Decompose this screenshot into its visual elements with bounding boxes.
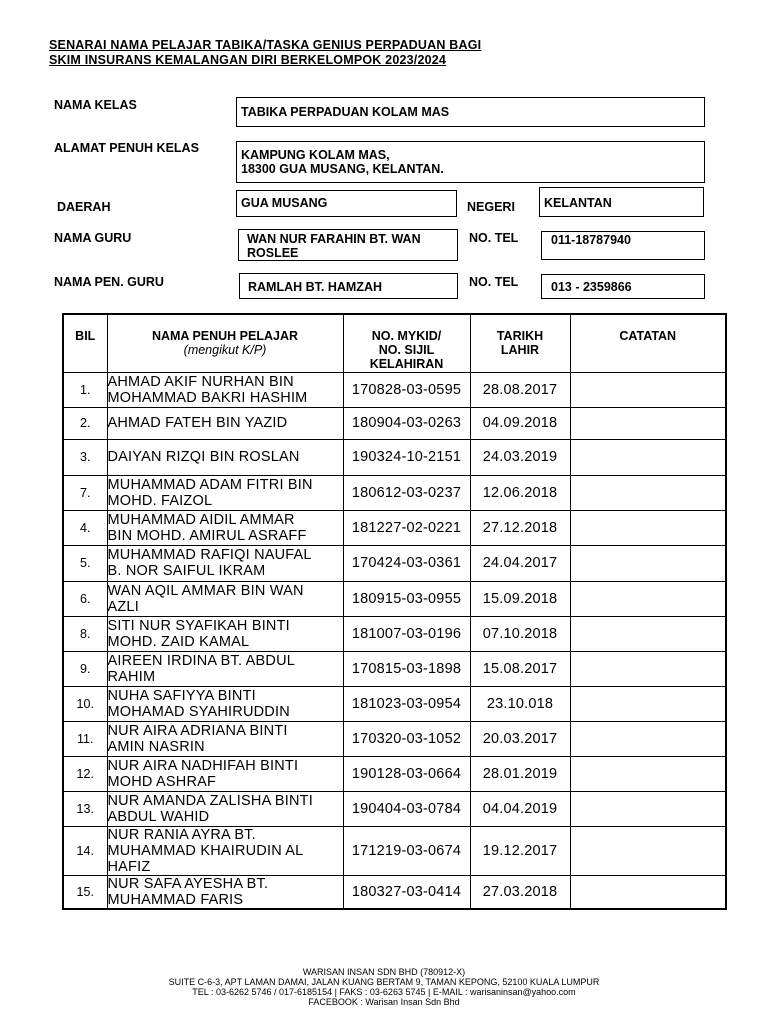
student-name-line: MOHAMAD SYAHIRUDDIN <box>107 703 290 720</box>
row-bil: 2. <box>63 407 107 439</box>
row-student-name <box>107 651 343 686</box>
row-mykid: 180915-03-0955 <box>343 581 470 616</box>
student-name-line: MUHAMMAD FARIS <box>107 891 244 908</box>
row-catatan[interactable] <box>570 439 726 475</box>
row-date-of-birth: 28.08.2017 <box>470 372 570 407</box>
row-mykid: 180327-03-0414 <box>343 875 470 909</box>
table-row <box>63 439 726 475</box>
alamat-line-2: 18300 GUA MUSANG, KELANTAN. <box>241 162 444 176</box>
table-row <box>63 686 726 721</box>
table-row <box>63 581 726 616</box>
row-date-of-birth: 23.10.018 <box>470 686 570 721</box>
row-student-name <box>107 756 343 791</box>
header-tarikh: TARIKH LAHIR <box>470 314 570 372</box>
row-bil: 15. <box>63 875 107 909</box>
row-date-of-birth: 27.12.2018 <box>470 510 570 545</box>
row-mykid: 180904-03-0263 <box>343 407 470 439</box>
row-mykid: 190404-03-0784 <box>343 791 470 826</box>
row-catatan[interactable] <box>570 826 726 875</box>
row-bil: 7. <box>63 475 107 510</box>
table-row <box>63 616 726 651</box>
row-date-of-birth: 24.04.2017 <box>470 545 570 581</box>
student-name-line: DAIYAN RIZQI BIN ROSLAN <box>107 449 300 465</box>
daerah-value: GUA MUSANG <box>241 196 328 210</box>
student-name-line: NUR AMANDA ZALISHA BINTI <box>107 792 313 809</box>
student-name-line: NUR SAFA AYESHA BT. <box>107 875 269 892</box>
negeri-field[interactable] <box>539 187 704 217</box>
table-row <box>63 875 726 909</box>
tel-value-pen-guru: 013 - 2359866 <box>551 280 632 294</box>
title-line-1: SENARAI NAMA PELAJAR TABIKA/TASKA GENIUS PERPADUAN BAGI <box>49 38 482 52</box>
tel-field-guru[interactable] <box>541 231 705 260</box>
row-date-of-birth: 28.01.2019 <box>470 756 570 791</box>
row-date-of-birth: 04.09.2018 <box>470 407 570 439</box>
row-student-name <box>107 875 343 909</box>
nama-pen-guru-field[interactable] <box>239 273 458 299</box>
student-name-line: MUHAMMAD AIDIL AMMAR <box>107 511 295 528</box>
student-name-line: NUR AIRA NADHIFAH BINTI <box>107 757 299 774</box>
row-bil: 14. <box>63 826 107 875</box>
student-table <box>62 313 727 910</box>
table-row <box>63 545 726 581</box>
row-student-name <box>107 475 343 510</box>
row-catatan[interactable] <box>570 756 726 791</box>
row-mykid: 190128-03-0664 <box>343 756 470 791</box>
nama-pen-guru-label: NAMA PEN. GURU <box>54 275 164 289</box>
student-name-line: AIREEN IRDINA BT. ABDUL <box>107 652 296 669</box>
title-line-2: SKIM INSURANS KEMALANGAN DIRI BERKELOMPOK 2023/2024 <box>49 53 447 67</box>
row-mykid: 190324-10-2151 <box>343 439 470 475</box>
student-name-line: NUR AIRA ADRIANA BINTI <box>107 722 288 739</box>
student-name-line: MUHAMMAD KHAIRUDIN AL <box>107 842 304 859</box>
row-mykid: 171219-03-0674 <box>343 826 470 875</box>
alamat-line-1: KAMPUNG KOLAM MAS, <box>241 148 390 162</box>
row-bil: 5. <box>63 545 107 581</box>
nama-kelas-label: NAMA KELAS <box>54 98 137 112</box>
row-catatan[interactable] <box>570 510 726 545</box>
row-catatan[interactable] <box>570 875 726 909</box>
row-catatan[interactable] <box>570 616 726 651</box>
row-student-name <box>107 826 343 875</box>
row-date-of-birth: 07.10.2018 <box>470 616 570 651</box>
table-row <box>63 721 726 756</box>
student-name-line: BIN MOHD. AMIRUL ASRAFF <box>107 527 307 544</box>
table-row <box>63 756 726 791</box>
row-catatan[interactable] <box>570 721 726 756</box>
header-mykid: NO. MYKID/ NO. SIJIL KELAHIRAN <box>343 314 470 372</box>
row-bil: 1. <box>63 372 107 407</box>
header-bil: BIL <box>63 314 107 372</box>
row-student-name <box>107 545 343 581</box>
tel-label-pen-guru: NO. TEL <box>469 275 519 289</box>
row-mykid: 170320-03-1052 <box>343 721 470 756</box>
student-name-line: HAFIZ <box>107 858 151 875</box>
row-date-of-birth: 12.06.2018 <box>470 475 570 510</box>
row-date-of-birth: 27.03.2018 <box>470 875 570 909</box>
student-name-line: MOHD. ZAID KAMAL <box>107 633 250 650</box>
daerah-field[interactable] <box>236 190 457 217</box>
row-catatan[interactable] <box>570 791 726 826</box>
row-student-name <box>107 791 343 826</box>
student-name-line: MUHAMMAD RAFIQI NAUFAL <box>107 547 312 563</box>
row-student-name <box>107 407 343 439</box>
daerah-label: DAERAH <box>57 200 111 214</box>
negeri-label: NEGERI <box>467 200 515 214</box>
table-row <box>63 407 726 439</box>
row-student-name <box>107 439 343 475</box>
row-mykid: 181023-03-0954 <box>343 686 470 721</box>
nama-guru-field[interactable] <box>238 229 458 261</box>
document-title <box>49 38 481 68</box>
row-bil: 12. <box>63 756 107 791</box>
row-catatan[interactable] <box>570 651 726 686</box>
table-row <box>63 510 726 545</box>
row-student-name <box>107 372 343 407</box>
row-catatan[interactable] <box>570 407 726 439</box>
row-student-name <box>107 510 343 545</box>
student-name-line: MOHD. FAIZOL <box>107 492 213 509</box>
footer <box>0 967 768 1007</box>
table-row <box>63 651 726 686</box>
tel-value-guru: 011-18787940 <box>551 233 631 247</box>
alamat-field[interactable] <box>236 141 705 183</box>
row-date-of-birth: 15.09.2018 <box>470 581 570 616</box>
student-name-line: MOHD ASHRAF <box>107 773 217 790</box>
row-bil: 3. <box>63 439 107 475</box>
table-row <box>63 826 726 875</box>
footer-company: WARISAN INSAN SDN BHD (780912-X) <box>302 967 466 977</box>
student-name-line: MUHAMMAD ADAM FITRI BIN <box>107 476 313 493</box>
student-name-line: ABDUL WAHID <box>107 808 210 825</box>
nama-guru-line-2: ROSLEE <box>247 246 299 260</box>
nama-pen-guru-value: RAMLAH BT. HAMZAH <box>248 280 383 294</box>
row-catatan[interactable] <box>570 372 726 407</box>
row-date-of-birth: 04.04.2019 <box>470 791 570 826</box>
row-mykid: 170815-03-1898 <box>343 651 470 686</box>
nama-guru-label: NAMA GURU <box>54 231 132 245</box>
row-student-name <box>107 581 343 616</box>
header-nama-sub: (mengikut K/P) <box>183 343 267 357</box>
footer-facebook: FACEBOOK : Warisan Insan Sdn Bhd <box>308 997 460 1007</box>
student-name-line: AHMAD FATEH BIN YAZID <box>107 415 288 431</box>
row-bil: 9. <box>63 651 107 686</box>
header-catatan: CATATAN <box>570 314 726 372</box>
tel-field-pen-guru[interactable] <box>541 274 705 299</box>
row-student-name <box>107 616 343 651</box>
row-bil: 8. <box>63 616 107 651</box>
student-name-line: SITI NUR SYAFIKAH BINTI <box>107 617 290 634</box>
row-bil: 10. <box>63 686 107 721</box>
row-date-of-birth: 24.03.2019 <box>470 439 570 475</box>
nama-kelas-value: TABIKA PERPADUAN KOLAM MAS <box>241 105 450 119</box>
student-name-line: B. NOR SAIFUL IKRAM <box>107 563 266 579</box>
row-date-of-birth: 15.08.2017 <box>470 651 570 686</box>
row-bil: 6. <box>63 581 107 616</box>
table-row <box>63 475 726 510</box>
row-catatan[interactable] <box>570 475 726 510</box>
row-catatan[interactable] <box>570 581 726 616</box>
row-bil: 13. <box>63 791 107 826</box>
row-mykid: 180612-03-0237 <box>343 475 470 510</box>
footer-contact: TEL : 03-6262 5746 / 017-6185154 | FAKS : 03-6263 5745 | E-MAIL : warisaninsan@yahoo.com <box>192 987 576 997</box>
row-mykid: 181227-02-0221 <box>343 510 470 545</box>
nama-kelas-field[interactable] <box>236 97 705 127</box>
row-bil: 11. <box>63 721 107 756</box>
student-name-line: WAN AQIL AMMAR BIN WAN <box>107 582 304 599</box>
row-date-of-birth: 20.03.2017 <box>470 721 570 756</box>
row-mykid: 170828-03-0595 <box>343 372 470 407</box>
row-date-of-birth: 19.12.2017 <box>470 826 570 875</box>
student-name-line: MOHAMMAD BAKRI HASHIM <box>107 389 308 406</box>
student-name-line: NUR RANIA AYRA BT. <box>107 826 256 843</box>
student-name-line: AHMAD AKIF NURHAN BIN <box>107 373 294 390</box>
row-mykid: 170424-03-0361 <box>343 545 470 581</box>
row-student-name <box>107 686 343 721</box>
row-catatan[interactable] <box>570 545 726 581</box>
footer-address: SUITE C-6-3, APT LAMAN DAMAI, JALAN KUANG BERTAM 9, TAMAN KEPONG, 52100 KUALA LUMPUR <box>168 977 600 987</box>
row-student-name <box>107 721 343 756</box>
negeri-value: KELANTAN <box>544 196 612 210</box>
tel-label-guru: NO. TEL <box>469 231 519 245</box>
student-name-line: AZLI <box>107 598 139 615</box>
row-bil: 4. <box>63 510 107 545</box>
student-name-line: RAHIM <box>107 668 156 685</box>
header-nama-main: NAMA PENUH PELAJAR <box>151 329 299 343</box>
table-row <box>63 791 726 826</box>
table-row <box>63 372 726 407</box>
row-mykid: 181007-03-0196 <box>343 616 470 651</box>
student-name-line: AMIN NASRIN <box>107 738 205 755</box>
table-header-row <box>63 314 726 372</box>
alamat-label: ALAMAT PENUH KELAS <box>54 141 199 155</box>
header-nama <box>107 314 343 372</box>
nama-guru-line-1: WAN NUR FARAHIN BT. WAN <box>247 232 421 246</box>
row-catatan[interactable] <box>570 686 726 721</box>
student-name-line: NUHA SAFIYYA BINTI <box>107 687 256 704</box>
